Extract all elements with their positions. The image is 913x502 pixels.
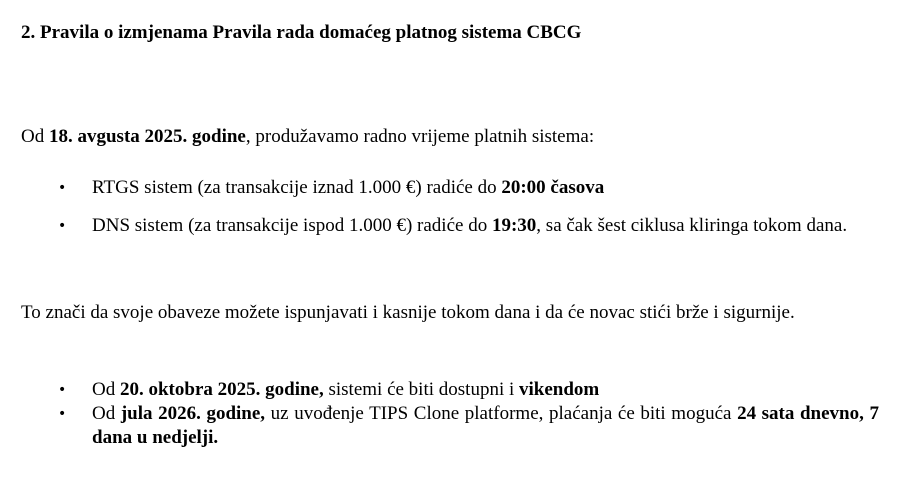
future-emph: 24 sata dnevno, 7 dana u nedjelji. — [92, 403, 879, 448]
system-rest: , sa čak šest ciklusa kliringa tokom dana. — [536, 215, 848, 236]
future-pre: Od — [92, 403, 121, 424]
future-date: 20. oktobra 2025. godine, — [119, 379, 324, 400]
system-time: 20:00 časova — [501, 177, 605, 198]
bullet-icon: • — [58, 406, 67, 422]
intro-pre: Od — [21, 126, 49, 147]
system-text: DNS sistem (za transakcije ispod 1.000 €) radiće do — [92, 215, 492, 236]
system-text: RTGS sistem (za transakcije iznad 1.000 €) radiće do — [92, 177, 502, 198]
list-item — [21, 402, 879, 450]
future-mid: uz uvođenje TIPS Clone platforme, plaćanja će biti moguća — [265, 403, 738, 424]
future-date: jula 2026. godine, — [120, 403, 266, 424]
system-time: 19:30 — [491, 215, 537, 236]
intro-date: 18. avgusta 2025. godine — [48, 126, 246, 147]
list-item — [21, 176, 879, 200]
future-emph: vikendom — [519, 379, 600, 400]
intro-paragraph — [21, 125, 879, 149]
systems-list — [21, 176, 879, 238]
list-item — [21, 378, 879, 402]
bullet-icon: • — [58, 180, 67, 196]
middle-paragraph: To znači da svoje obaveze možete ispunjavati i kasnije tokom dana i da će novac stići brže i sigurnije. — [21, 302, 795, 323]
bullet-icon: • — [58, 218, 67, 234]
future-pre: Od — [92, 379, 120, 400]
section-heading: 2. Pravila o izmjenama Pravila rada domaćeg platnog sistema CBCG — [21, 22, 582, 43]
future-list — [21, 378, 879, 450]
bullet-icon: • — [58, 382, 67, 398]
list-item — [21, 214, 879, 238]
future-mid: sistemi će biti dostupni i — [323, 379, 520, 400]
intro-post: , produžavamo radno vrijeme platnih sistema: — [245, 126, 595, 147]
